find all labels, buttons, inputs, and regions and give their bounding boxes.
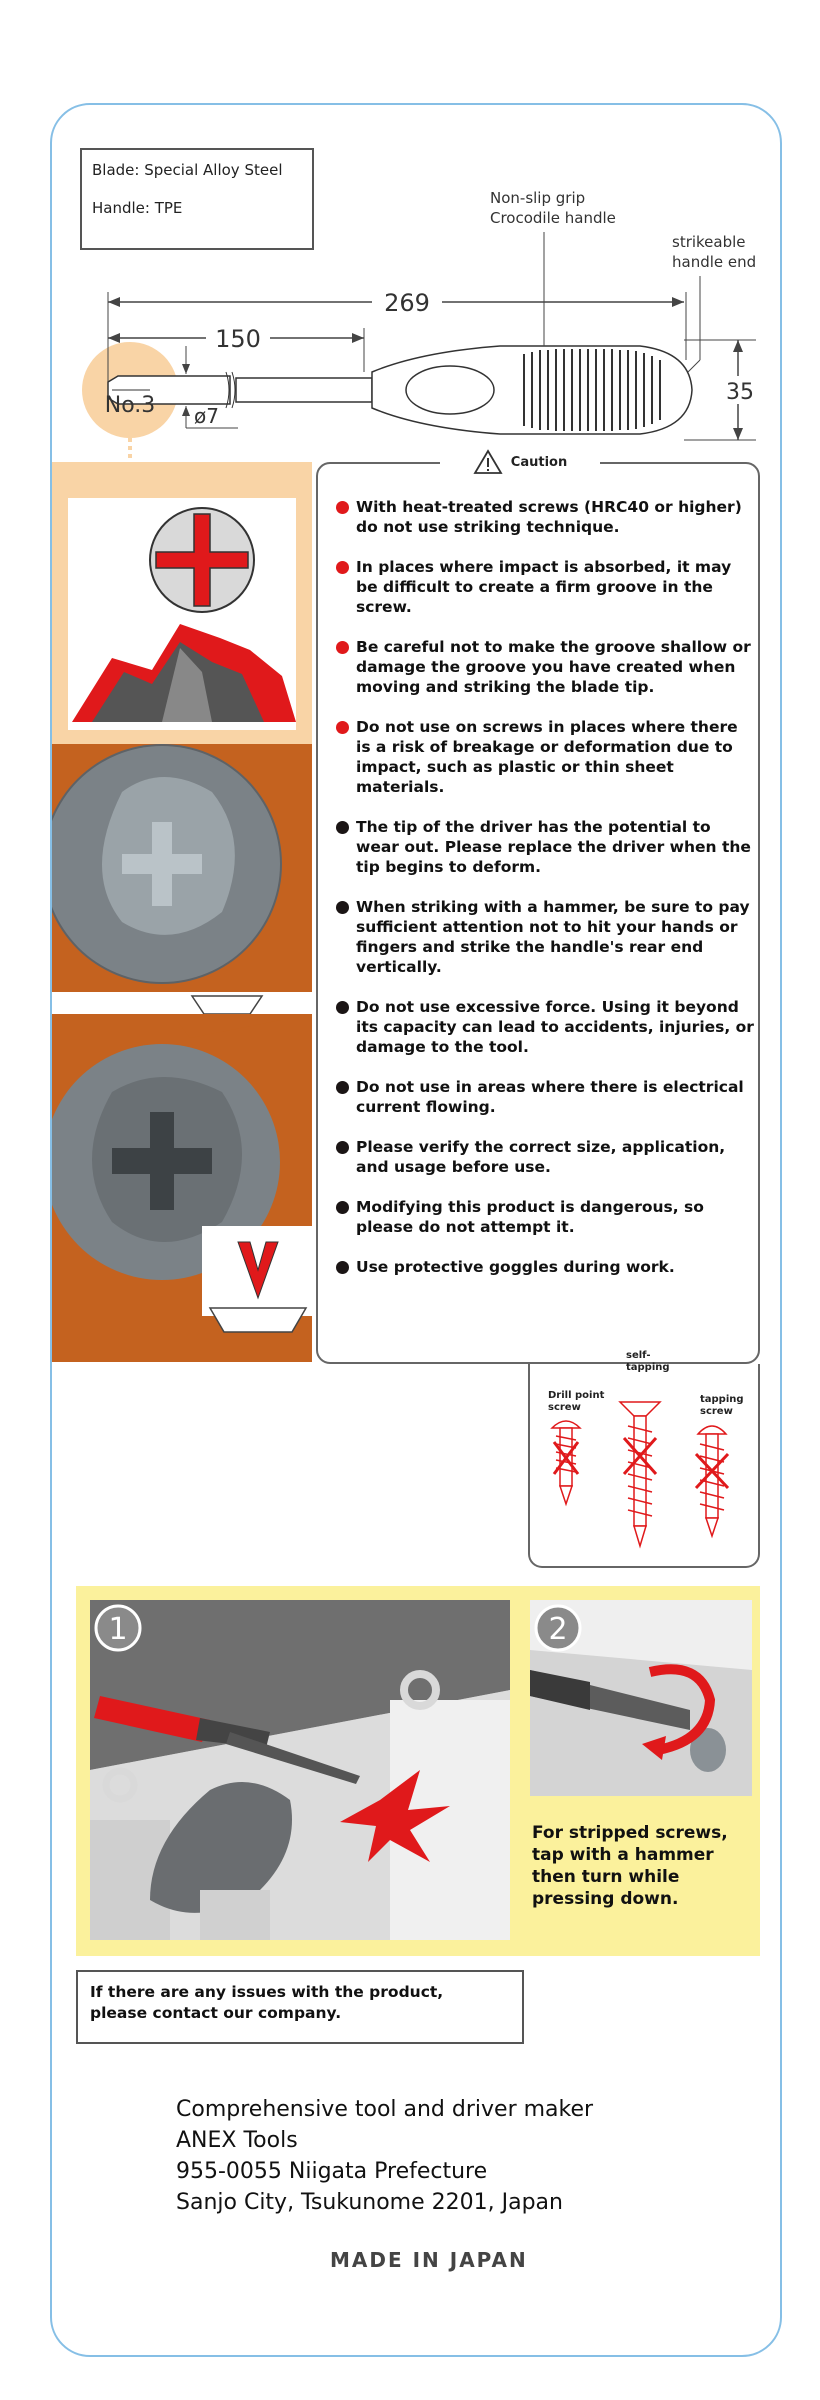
handle-grip-oval bbox=[406, 366, 494, 414]
self-tapping-label: self- tapping bbox=[626, 1350, 670, 1373]
caution-item: In places where impact is absorbed, it may be difficult to create a firm groove in the screw. bbox=[336, 557, 756, 617]
warning-triangle-icon bbox=[473, 449, 503, 475]
bullet-dot-icon bbox=[336, 561, 349, 574]
dim-diameter-label: ø7 bbox=[194, 404, 219, 428]
caution-item: Do not use in areas where there is electrical current flowing. bbox=[336, 1077, 756, 1117]
screwdriver-diagram bbox=[0, 0, 820, 460]
step-caption: For stripped screws, tap with a hammer then turn while pressing down. bbox=[532, 1823, 728, 1909]
made-in-label: MADE IN JAPAN bbox=[330, 2248, 528, 2272]
dim-total-label: 269 bbox=[384, 289, 430, 317]
screw-head-illustrations bbox=[52, 462, 312, 1362]
tapping-screw-icon bbox=[696, 1426, 728, 1536]
caution-heading bbox=[440, 447, 600, 477]
caution-item: Be careful not to make the groove shallow or damage the groove you have created when moving and striking the blade tip. bbox=[336, 637, 756, 697]
caution-item: Please verify the correct size, application, and usage before use. bbox=[336, 1137, 756, 1177]
bullet-dot-icon bbox=[336, 1081, 349, 1094]
address-line2: ANEX Tools bbox=[176, 2128, 298, 2153]
caution-list bbox=[336, 497, 756, 1277]
caution-item: Do not use on screws in places where there is a risk of breakage or deformation due to impact, such as plastic or thin sheet materials. bbox=[336, 717, 756, 797]
handle-spec: Handle: TPE bbox=[92, 199, 183, 217]
bullet-dot-icon bbox=[336, 1141, 349, 1154]
caution-title: Caution bbox=[510, 454, 568, 470]
contact-box bbox=[76, 1970, 524, 2044]
strike-end-line2: handle end bbox=[672, 253, 757, 271]
bullet-dot-icon bbox=[336, 721, 349, 734]
contact-line1: If there are any issues with the product, bbox=[90, 1983, 444, 2001]
step1-photo bbox=[90, 1600, 510, 1940]
address-line1: Comprehensive tool and driver maker bbox=[176, 2097, 594, 2122]
step1-number: 1 bbox=[108, 1612, 128, 1647]
bullet-dot-icon bbox=[336, 641, 349, 654]
caution-item: Modifying this product is dangerous, so please do not attempt it. bbox=[336, 1197, 756, 1237]
shaft bbox=[236, 378, 372, 402]
bullet-dot-icon bbox=[336, 1261, 349, 1274]
caution-item: When striking with a hammer, be sure to pay sufficient attention not to hit your hands or fingers and strike the handle's rear end vertically. bbox=[336, 897, 756, 977]
bullet-dot-icon bbox=[336, 901, 349, 914]
tapping-screw-label: tapping screw bbox=[700, 1394, 744, 1417]
screw-types-illustration bbox=[530, 1380, 758, 1560]
drill-point-label: Drill point screw bbox=[548, 1390, 605, 1413]
caution-item: With heat-treated screws (HRC40 or higher) do not use striking technique. bbox=[336, 497, 756, 537]
address-line3: 955-0055 Niigata Prefecture bbox=[176, 2159, 488, 2184]
address-line4: Sanjo City, Tsukunome 2201, Japan bbox=[176, 2190, 563, 2215]
grip-note-line1: Non-slip grip bbox=[490, 189, 586, 207]
drill-point-screw-icon bbox=[552, 1421, 580, 1504]
grip-note-line2: Crocodile handle bbox=[490, 209, 616, 227]
step2-photo bbox=[530, 1600, 752, 1796]
caution-item: Do not use excessive force. Using it beyond its capacity can lead to accidents, injuries, or damage to the tool. bbox=[336, 997, 756, 1057]
contact-line2: please contact our company. bbox=[90, 2004, 342, 2022]
bullet-dot-icon bbox=[336, 1001, 349, 1014]
dim-height-label: 35 bbox=[726, 380, 754, 405]
caution-item: The tip of the driver has the potential to wear out. Please replace the driver when the tip begins to deform. bbox=[336, 817, 756, 877]
bullet-dot-icon bbox=[336, 501, 349, 514]
maker-address bbox=[176, 2094, 696, 2218]
strike-end-line1: strikeable bbox=[672, 233, 746, 251]
step2-number: 2 bbox=[548, 1612, 568, 1647]
caution-item: Use protective goggles during work. bbox=[336, 1257, 756, 1277]
dim-shaft-label: 150 bbox=[215, 325, 261, 353]
blade-spec: Blade: Special Alloy Steel bbox=[92, 161, 283, 179]
bullet-dot-icon bbox=[336, 821, 349, 834]
self-tapping-screw-icon bbox=[620, 1402, 660, 1546]
bullet-dot-icon bbox=[336, 1201, 349, 1214]
tip-size-label: No.3 bbox=[104, 393, 156, 418]
